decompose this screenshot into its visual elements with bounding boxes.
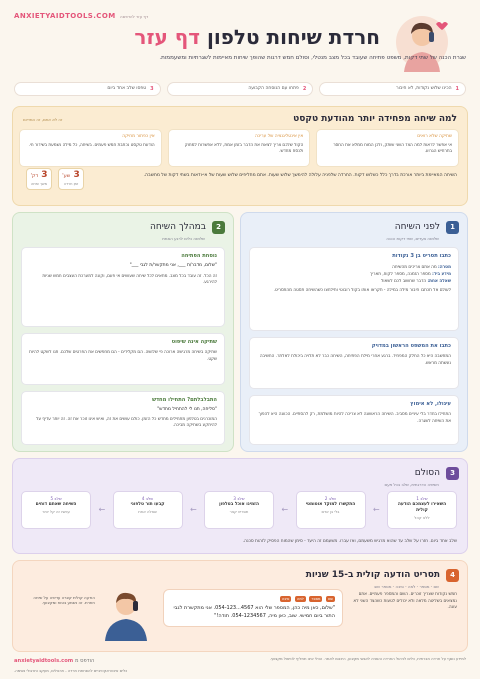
step-title: השיחה שאתם דוחים: [35, 502, 77, 508]
ladder-step: [204, 491, 274, 529]
tip-text: המוכרנים בטלפון מתחילים מחדש כל הזמן. כולם עושים את זה, ואיש אינו זוכר את זה. זה יותר עדיף על להיתקע בשתיקה מביכה.: [36, 415, 217, 428]
tip-heading: התבלבלתם? התחילו מחדש: [152, 397, 217, 403]
tip-quote: "סליחה, תנו לי להתחיל מחדש": [157, 407, 217, 413]
ladder-step: [296, 491, 366, 529]
page-subtitle: שגרת הכנה של שתי דקות, משפט פתיחה שעובד בכל מצב מנטלי, וסולם חמש דרגות שהופך שיחות מאיימות לשגרתיות ומשעממות.: [159, 55, 466, 61]
pill-label: הכינו שלוש נקודות, לא חיבור: [396, 85, 452, 91]
pill-step-3: [14, 82, 161, 96]
title-highlight: דף עזר: [134, 25, 200, 49]
pill-number: 2: [302, 85, 307, 92]
person-with-phone-illustration: [99, 581, 153, 641]
why-column-heading: אין כפתור מחיקה: [122, 134, 155, 139]
section-title: לפני השיחה: [394, 222, 440, 233]
arrow-left-icon: ←: [372, 504, 380, 514]
footer-link[interactable]: anxietyaidtools.com הודפס מ: [14, 658, 95, 664]
section-title: תסריט הודעה קולית ב-15 שניות: [305, 570, 440, 581]
list-item: מטרה: מה אתם צריכים מהשיחה: [392, 264, 451, 270]
tip-note: לעולם אל תכתבו חיבור מילה במילה - תקראו אותו בקול רובוטי ותילחצו כשהשיחה תסטה מהתסריט.: [273, 287, 451, 293]
why-column-text: אי אפשר לראות למה הצד השני שותק, ולכן המוח ממלא את החסר בתרחיש הגרוע.: [333, 141, 452, 153]
tip-text: התחילו בחדר בלי עיניים מסביב. השיחה הראשונה לא צריכה להיות מושלמת, רק להסתיים. הכוונה היא להפוך את השיחה לשגרה.: [258, 411, 451, 423]
ladder-note: שלב אחד ביום. חזרו על שלב עד שהוא מרגיש משעמם, ואז עברו. משעמם זה היעד - סימן שהמוח הפסיק לזהות סכנה.: [242, 539, 457, 544]
why-columns: [19, 129, 459, 167]
section-header: [415, 467, 459, 480]
arrow-left-icon: ←: [98, 504, 106, 514]
step-note: בלי בן אדם: [321, 509, 340, 515]
pill-step-1: [319, 82, 466, 96]
tip-text: המחשבה היא כל החלק המפחיד. ברגע אחרי מילת הפתיחה, השיחה כבר לא תלויה ביכולת לאלתר. החשיבה נעשתה מראש.: [259, 353, 451, 365]
step-note: ללא קהל: [414, 515, 430, 521]
section-header: [395, 221, 459, 234]
arrow-left-icon: ←: [281, 504, 289, 514]
tip-card: [249, 337, 459, 389]
voicemail-tip: הודעה קולית קצרה עדיפה על שיחה חוזרת. זה נשמע בטוח ומקצועי.: [33, 595, 95, 606]
key-steps-pills: [14, 82, 466, 96]
tip-heading: שתיקה אינה שיפוט: [171, 339, 217, 345]
stat-value: 3 שע': [62, 170, 80, 180]
stat-label: משך שיחה: [30, 181, 48, 186]
section-subtitle: שלושה כלים לרגע האמת: [162, 236, 205, 241]
step-title: השאירו לעצמכם הודעה קולית: [397, 502, 447, 514]
section-header: [306, 569, 459, 582]
why-column: [168, 129, 311, 167]
tip-quote: "שלום, מדבר/ת ___, אני מתקשר/ת לגבי ___": [129, 263, 217, 269]
why-column: [19, 129, 162, 167]
step-title: הזמינו אוכל בטלפון: [219, 502, 259, 508]
why-body: השיחה המאיימת ביותר אורכת בדרך כלל כשלוש דקות. החרדה שלפניה עלולה להימשך שלוש שעות. אתם מחליפים שלוש שעות של אי-ודאות בשתי דקות של מחשבה.: [143, 173, 457, 178]
stat-value: 3 דק': [30, 170, 48, 180]
pill-number: 3: [150, 85, 154, 92]
stat-box-anxiety-time: [58, 168, 84, 190]
voicemail-script: [163, 589, 343, 627]
footer-description: כלים אינטראקטיביים להפחתת חרדה - תרגולים, מעקב ותרגולי נשימה.: [14, 668, 128, 673]
section-title: הסולם: [414, 468, 440, 479]
why-column: [316, 129, 459, 167]
why-column-text: הקול שלכם צריך לצאת את הדבר בזמן אמת, ללא אפשרות למחוק ולנסח מחדש.: [184, 141, 304, 153]
print-label: דף עזר להדפסה: [120, 14, 149, 19]
tip-text: שתיקה בשיחה מרגישה ארוכה פי שלושה. הם מקלידים - הם מחפשים את הפרטים שלכם. תנו לשקט להיות שקט.: [29, 349, 217, 361]
section-voicemail: [12, 560, 468, 652]
script-tag: סיבה: [281, 597, 290, 601]
list-item: מידע ביד: מספר הזמנה, מספר לקוח, תאריך: [369, 271, 451, 277]
section-number-badge: 2: [212, 221, 225, 234]
section-ladder: [12, 458, 468, 554]
ladder-step: [113, 491, 183, 529]
ladder-step: [21, 491, 91, 529]
ladder-step: [387, 491, 457, 529]
tip-card: [249, 247, 459, 331]
tip-heading: כתבו את המשפט הראשון במדויק: [371, 343, 451, 349]
section-before-call: [240, 212, 468, 452]
section-number-badge: 3: [446, 467, 459, 480]
pill-number: 1: [455, 85, 459, 92]
section-during-call: [12, 212, 234, 452]
why-column-text: הודעת טקסט נכתבת חמש פעמים. בשיחה, כל מילה נשמעת בשידור חי.: [28, 141, 155, 147]
section-title: במהלך השיחה: [149, 222, 206, 233]
section-subtitle: שלושה צעדים, שתי דקות הכנה: [386, 236, 439, 241]
script-tag: שם: [328, 597, 333, 601]
tip-card: [249, 395, 459, 445]
brand-logo[interactable]: ANXIETYAIDTOOLS.COM: [14, 12, 116, 20]
arrow-left-icon: ←: [189, 504, 197, 514]
tip-heading: נוסחת הפתיחה: [181, 253, 217, 259]
list-item: שאלה אחת: הדבר שחשוב לכם לשאול: [381, 278, 451, 284]
pill-label: פתחו עם הנוסחה הקבועה: [248, 85, 299, 91]
step-note: תסריט קצר: [229, 509, 249, 515]
tip-heading: עיגולו, לא אימוץ: [410, 401, 451, 407]
script-tag: מספר: [311, 597, 321, 601]
title-main: חרדת שיחות טלפון: [206, 25, 380, 49]
script-tags: [171, 595, 335, 604]
section-number-badge: 4: [446, 569, 459, 582]
step-note: שאלה אחת: [138, 509, 157, 515]
tip-heading: כתבו תסריט בן 3 נקודות: [392, 253, 451, 259]
step-title: התקשרו למוקד אוטומטי: [305, 502, 356, 508]
why-column-heading: שתיקה שלא רואים: [417, 134, 452, 139]
script-tag: למה: [296, 597, 304, 601]
section-header: [150, 221, 225, 234]
footer-disclaimer: למידע נוסף על חרדה חברתית, כלים לניהול החרדה והפניה לאנשי מקצוע, היכנסו לאתר. הכלי אינו תחליף לטיפול מקצועי.: [269, 656, 466, 661]
section-number-badge: 1: [446, 221, 459, 234]
section-subtitle: שם - מספר - למה - סיבה - מספר שוב: [373, 584, 439, 589]
section-subtitle: חשיפה הדרגתית, שלב בכל פעם: [384, 482, 439, 487]
why-column-heading: אין אינטליגנציה של עריכה: [255, 134, 304, 139]
step-number: שלב 2: [324, 496, 337, 501]
tip-text: זה הכל. זה עובד בכל מצב. מתאים לכל שיחה שעושים אי פעם, וקונה למערכת העצבים חמש שניות להירגע.: [42, 272, 217, 285]
script-text: "שלום, כאן מיה כהן, המספר שלי הוא 4567...054-123. אני מתקשרת לגבי התור ביום חמישי. שוב, כאן מיה, 054-1234567. תודה!": [173, 604, 335, 619]
script-points-list: [257, 263, 451, 284]
person-on-phone-illustration: [392, 10, 454, 72]
step-number: שלב 4: [141, 496, 154, 501]
step-number: שלב 1: [416, 496, 428, 501]
ladder-steps: [21, 491, 457, 529]
pill-step-2: [167, 82, 314, 96]
page-title: [134, 24, 380, 51]
stat-label: זמן חרדה: [63, 181, 79, 186]
step-number: שלב 3: [233, 496, 245, 501]
why-card: [12, 106, 468, 206]
why-title: למה שיחה מפחידה יותר מהודעת טקסט: [293, 114, 457, 124]
tip-card: [21, 333, 225, 385]
step-title: קבעו תור טלפוני: [130, 502, 165, 508]
tip-card: [21, 247, 225, 327]
tip-card: [21, 391, 225, 445]
step-note: עכשיו זה קל יותר: [42, 509, 70, 515]
stat-box-call-length: [26, 168, 52, 190]
voicemail-explanation: חמש נקודות שצריך זוכרים. השם והמספר פעמיים. אתם נמצאים בשליטה מלאה ולא יכולים לטעות כשהצד השני לא עונה.: [353, 591, 457, 609]
step-number: שלב 5: [50, 496, 62, 501]
why-tag: זה לא אתם, זה המדיום: [23, 117, 63, 122]
pill-label: טפסו שלב אחד ביום: [107, 85, 147, 91]
